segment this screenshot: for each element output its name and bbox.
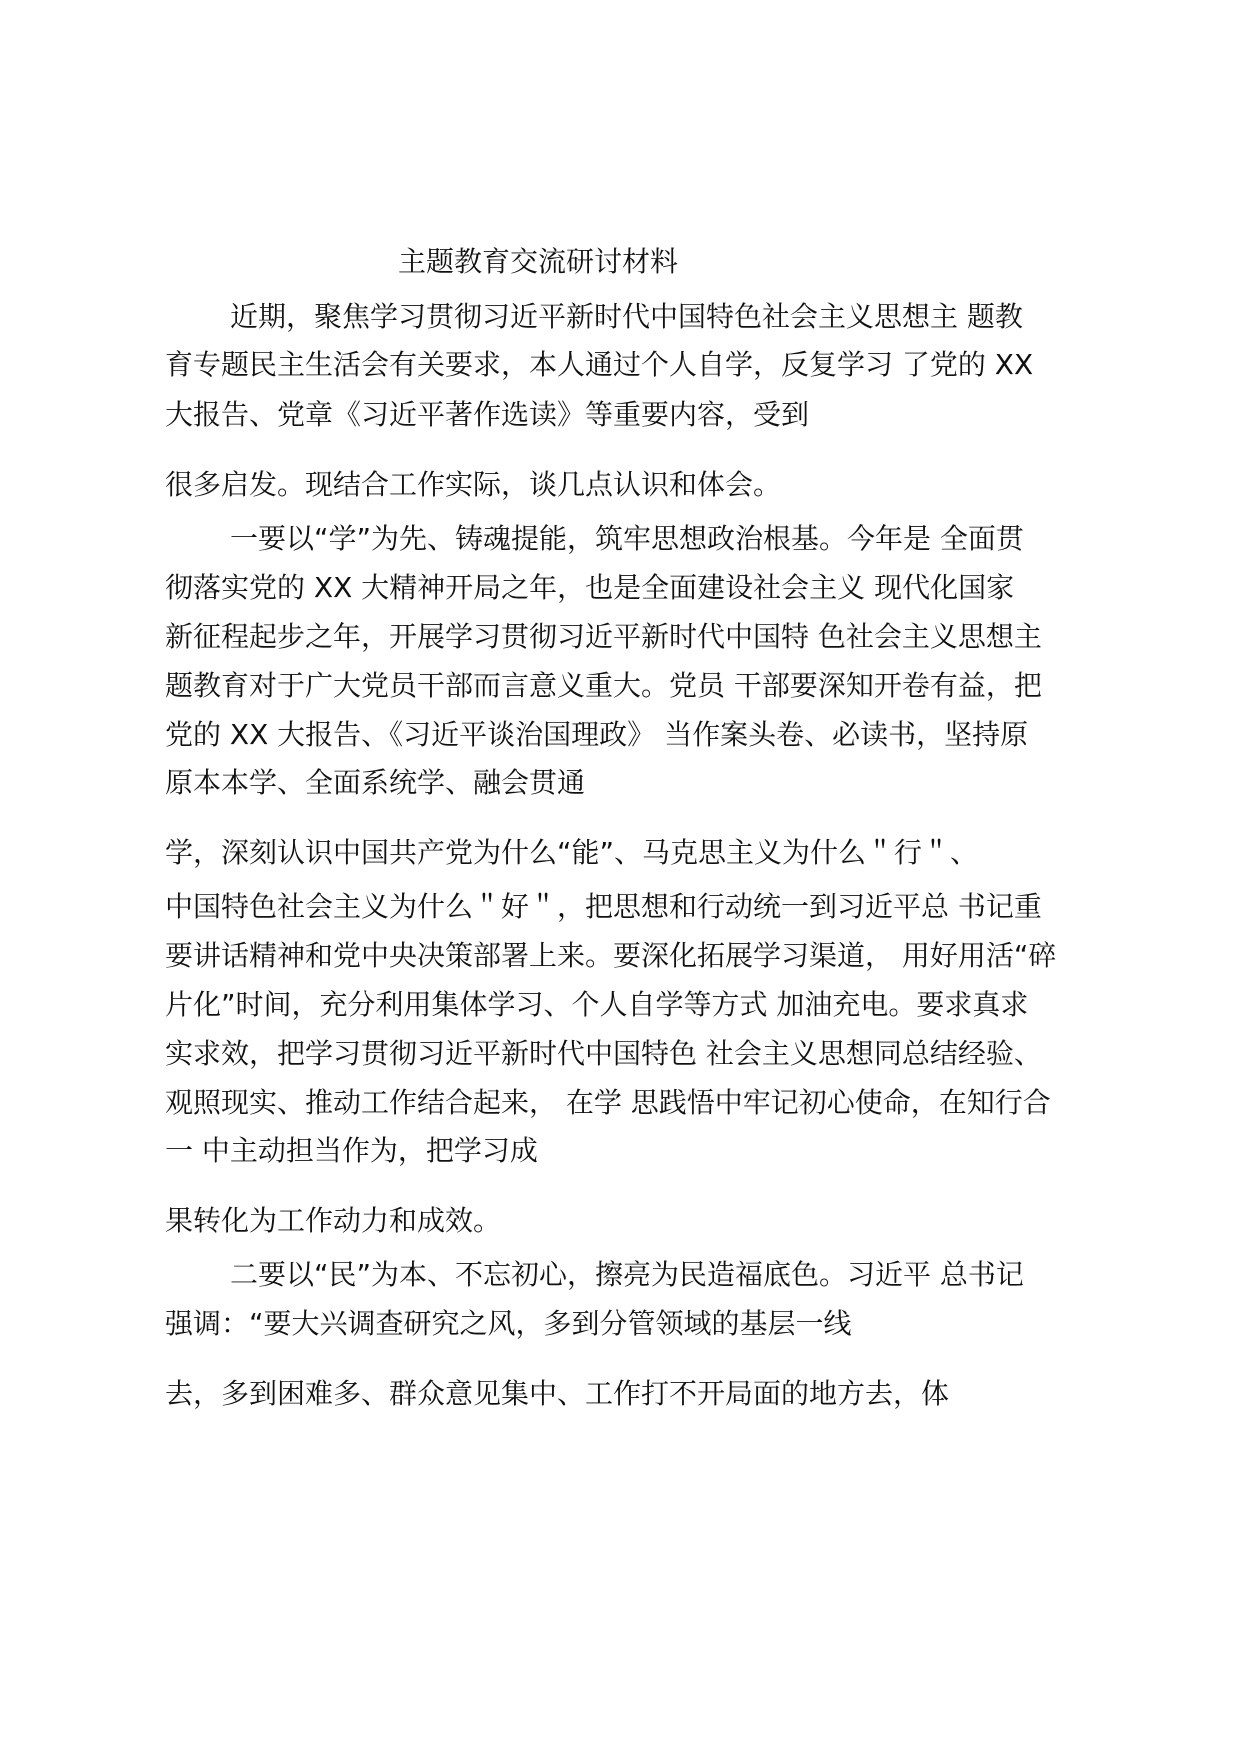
text-line: 果转化为工作动力和成效。 [165,1204,502,1237]
text-line: 彻落实党的 XX 大精神开局之年，也是全面建设社会主义 现代化国家 [165,571,1015,604]
text-line: 一 中主动担当作为，把学习成 [165,1134,538,1167]
document-title: 主题教育交流研讨材料 [398,245,679,278]
text-line: 大报告、党章《习近平著作选读》等重要内容，受到 [165,398,810,431]
text-line: 二要以“民”为本、不忘初心，擦亮为民造福底色。习近平 总书记 [230,1258,1024,1291]
text-line: 观照现实、推动工作结合起来， 在学 思践悟中牢记初心使命，在知行合 [165,1086,1051,1119]
text-line: 强调：“要大兴调查研究之风，多到分管领域的基层一线 [165,1307,852,1340]
text-line: 学，深刻认识中国共产党为什么“能”、马克思主义为什么＂行＂、 [165,836,979,869]
text-line: 近期，聚焦学习贯彻习近平新时代中国特色社会主义思想主 题教 [230,300,1023,333]
text-line: 实求效，把学习贯彻习近平新时代中国特色 社会主义思想同总结经验、 [165,1037,1042,1070]
text-line: 去，多到困难多、群众意见集中、工作打不开局面的地方去，体 [165,1377,950,1410]
text-line: 很多启发。现结合工作实际，谈几点认识和体会。 [165,468,782,501]
text-line: 片化”时间，充分利用集体学习、个人自学等方式 加油充电。要求真求 [165,988,1029,1021]
text-line: 育专题民主生活会有关要求，本人通过个人自学，反复学习 了党的 XX [165,348,1034,381]
text-line: 原本本学、全面系统学、融会贯通 [165,766,586,799]
text-line: 新征程起步之年，开展学习贯彻习近平新时代中国特 色社会主义思想主 [165,620,1042,653]
text-line: 党的 XX 大报告、《习近平谈治国理政》 当作案头卷、必读书，坚持原 [165,718,1029,751]
text-line: 要讲话精神和党中央决策部署上来。要深化拓展学习渠道， 用好用活“碎 [165,939,1057,972]
text-line: 一要以“学”为先、铸魂提能，筑牢思想政治根基。今年是 全面贯 [230,522,1024,555]
text-line: 题教育对于广大党员干部而言意义重大。党员 干部要深知开卷有益，把 [165,669,1042,702]
text-line: 中国特色社会主义为什么＂好＂，把思想和行动统一到习近平总 书记重 [165,890,1042,923]
